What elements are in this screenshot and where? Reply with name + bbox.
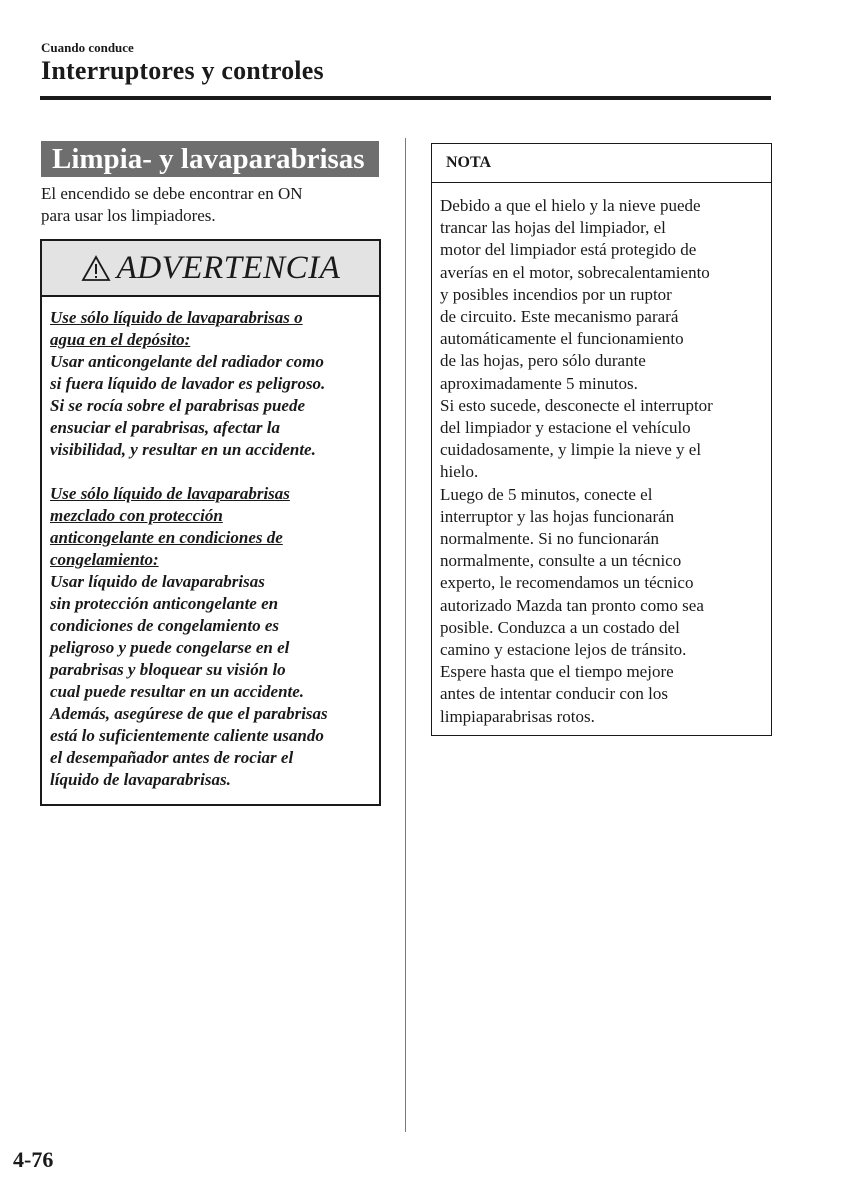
note-line: Luego de 5 minutos, conecte el	[440, 484, 653, 504]
note-line: Si esto sucede, desconecte el interruptor	[440, 395, 713, 415]
note-line: averías en el motor, sobrecalentamiento	[440, 262, 710, 282]
note-line: y posibles incendios por un ruptor	[440, 284, 672, 304]
intro-line: El encendido se debe encontrar en ON	[41, 184, 303, 203]
page-number: 4-76	[13, 1147, 54, 1172]
note-line: del limpiador y estacione el vehículo	[440, 418, 691, 438]
warning-text-line: el desempañador antes de rociar el	[50, 748, 294, 767]
warning-text-line: Si se rocía sobre el parabrisas puede	[50, 396, 305, 415]
note-line: de las hojas, pero sólo durante	[440, 351, 646, 371]
warning-triangle-icon	[81, 255, 111, 282]
note-line: limpiaparabrisas rotos.	[440, 706, 595, 726]
warning-text-line: ensuciar el parabrisas, afectar la	[50, 418, 280, 437]
warning-body	[42, 297, 379, 791]
warning-heading-line: Use sólo líquido de lavaparabrisas o	[50, 308, 303, 327]
note-line: trancar las hojas del limpiador, el	[440, 218, 666, 238]
section-title: Limpia- y lavaparabrisas	[41, 141, 379, 177]
note-line: cuidadosamente, y limpie la nieve y el	[440, 440, 702, 460]
note-body	[432, 183, 771, 728]
note-line: interruptor y las hojas funcionarán	[440, 506, 675, 526]
note-line: antes de intentar conducir con los	[440, 684, 669, 704]
note-line: posible. Conduzca a un costado del	[440, 617, 680, 637]
warning-text-line: Además, asegúrese de que el parabrisas	[50, 704, 328, 723]
warning-text-line: condiciones de congelamiento es	[50, 616, 280, 635]
note-line: Debido a que el hielo y la nieve puede	[440, 196, 701, 215]
note-line: autorizado Mazda tan pronto como sea	[440, 595, 704, 615]
section-kicker: Cuando conduce	[41, 40, 134, 55]
warning-header	[42, 241, 379, 297]
intro-line: para usar los limpiadores.	[41, 206, 216, 225]
paragraph-gap	[50, 461, 379, 483]
note-line: aproximadamente 5 minutos.	[440, 373, 638, 393]
warning-text-line: si fuera líquido de lavador es peligroso.	[50, 374, 326, 393]
note-line: camino y estacione lejos de tránsito.	[440, 640, 687, 660]
warning-text-line: está lo suficientemente caliente usando	[50, 726, 324, 745]
note-line: hielo.	[440, 462, 479, 482]
note-line: normalmente, consulte a un técnico	[440, 551, 682, 571]
note-line: automáticamente el funcionamiento	[440, 329, 684, 349]
warning-text-line: Usar líquido de lavaparabrisas	[50, 572, 265, 591]
note-line: experto, le recomendamos un técnico	[440, 573, 694, 593]
chapter-title: Interruptores y controles	[41, 56, 324, 85]
warning-text-line: Usar anticongelante del radiador como	[50, 352, 324, 371]
header-rule	[40, 96, 771, 100]
note-line: Espere hasta que el tiempo mejore	[440, 662, 674, 682]
note-title: NOTA	[432, 144, 771, 183]
warning-heading-line: congelamiento:	[50, 550, 159, 569]
column-divider	[405, 138, 406, 1132]
warning-title: ADVERTENCIA	[116, 249, 341, 286]
warning-text-line: visibilidad, y resultar en un accidente.	[50, 440, 316, 459]
note-line: normalmente. Si no funcionarán	[440, 529, 660, 549]
warning-text-line: peligroso y puede congelarse en el	[50, 638, 290, 657]
intro-text	[41, 183, 381, 227]
warning-heading-line: anticongelante en condiciones de	[50, 528, 283, 547]
note-line: motor del limpiador está protegido de	[440, 240, 697, 260]
warning-heading-line: Use sólo líquido de lavaparabrisas	[50, 484, 290, 503]
note-line: de circuito. Este mecanismo parará	[440, 307, 679, 327]
warning-text-line: líquido de lavaparabrisas.	[50, 770, 231, 789]
warning-text-line: sin protección anticongelante en	[50, 594, 279, 613]
warning-text-line: cual puede resultar en un accidente.	[50, 682, 305, 701]
note-box	[431, 143, 772, 736]
warning-text-line: parabrisas y bloquear su visión lo	[50, 660, 286, 679]
warning-heading-line: agua en el depósito:	[50, 330, 191, 349]
warning-heading-line: mezclado con protección	[50, 506, 223, 525]
warning-box	[40, 239, 381, 806]
